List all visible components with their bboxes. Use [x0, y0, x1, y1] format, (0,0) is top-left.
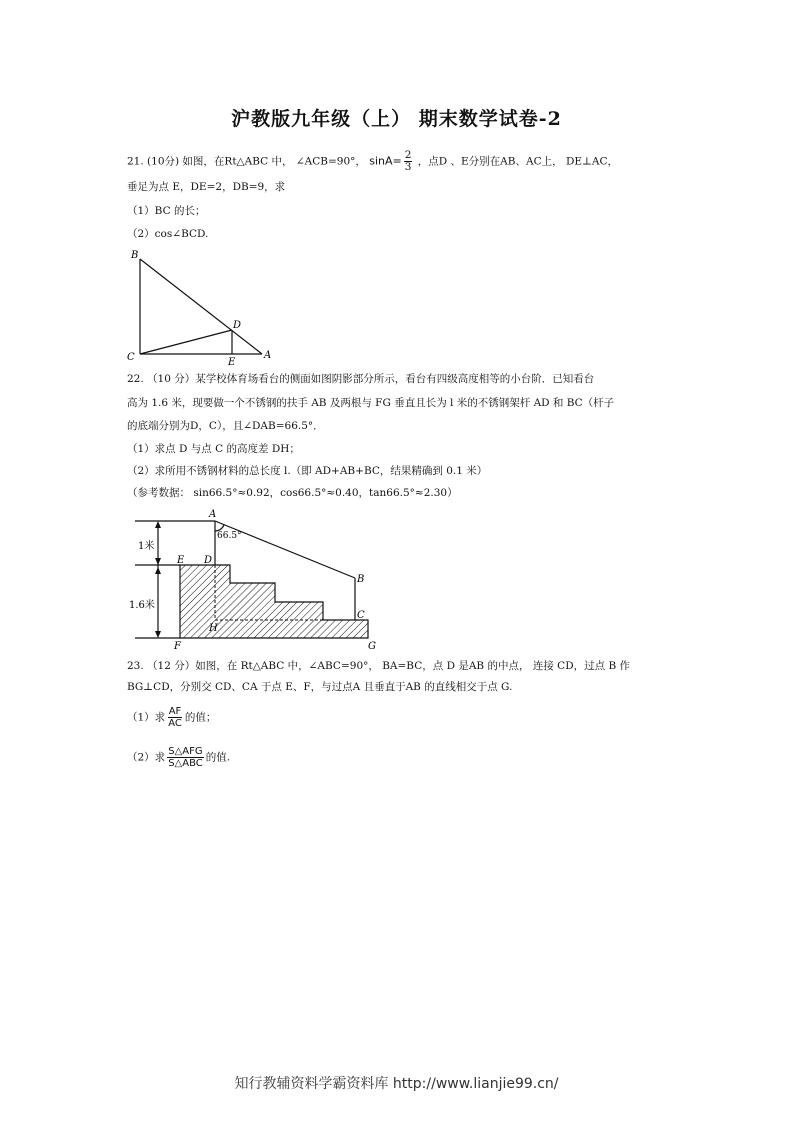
q22-height-16m: 1.6米	[129, 600, 155, 611]
q23-fraction-area-ratio	[167, 746, 204, 769]
q21-sin-num: 2	[404, 149, 412, 161]
q21-sin-fraction	[404, 150, 413, 173]
q23-part1-suffix: 的值；	[184, 711, 217, 724]
q22-line1: 22. （10 分）某学校体育场看台的侧面如图阴影部分所示，看台有四级高度相等的小台阶．已知看台	[127, 373, 595, 385]
q22-arrow-mid-down	[155, 567, 161, 574]
page-title: 沪教版九年级（上） 期末数学试卷-2	[231, 108, 562, 130]
q21-sin-den: 3	[404, 161, 412, 173]
q21-line2: 垂足为点 E，DE=2，DB=9，求	[127, 181, 286, 193]
q23-frac1-num: AF	[168, 706, 182, 717]
q22-label-f: F	[174, 641, 181, 652]
q22-label-a: A	[209, 509, 217, 520]
q21-line1	[127, 150, 618, 173]
q23-frac2-den: S△ABC	[168, 758, 203, 769]
q22-part2: （2）求所用不锈钢材料的总长度 l.（即 AD+AB+BC，结果精确到 0.1 米）	[127, 465, 488, 477]
q22-arrow-bottom	[155, 631, 161, 638]
q22-part1: （1）求点 D 与点 C 的高度差 DH；	[127, 443, 300, 455]
q23-part2	[127, 746, 230, 769]
q21-line1-start: 21. (10分) 如图，在Rt△ABC 中， ∠ACB=90°，	[127, 155, 366, 168]
q21-line1-end: ，点D 、E分别在AB、AC上， DE⊥AC，	[417, 155, 619, 168]
q22-label-g: G	[368, 641, 376, 652]
q22-handrail-ab	[215, 521, 355, 578]
q22-arrow-mid-up	[155, 558, 161, 565]
q21-label-b: B	[131, 250, 139, 261]
q22-label-b: B	[357, 574, 365, 585]
q21-label-c: C	[127, 352, 135, 363]
q23-part2-prefix: （2）求	[127, 751, 166, 764]
q21-sin-label: sinA=	[369, 154, 402, 168]
footer-watermark: 知行教辅资料学霸资料库 http://www.lianjie99.cn/	[234, 1076, 559, 1092]
q21-part1: （1）BC 的长；	[127, 205, 206, 217]
q22-label-c: C	[357, 610, 365, 621]
q23-fraction-af-ac	[167, 706, 183, 729]
q22-line2: 高为 1.6 米，现要做一个不锈钢的扶手 AB 及两根与 FG 垂直且长为 l 米的不锈钢架杆 AD 和 BC（杆子	[127, 397, 615, 409]
q22-label-h: H	[209, 623, 218, 634]
q23-part1	[127, 706, 216, 729]
q23-line1: 23. （12 分）如图，在 Rt△ABC 中，∠ABC=90°， BA=BC，点 D 是AB 的中点， 连接 CD，过点 B 作	[127, 660, 630, 672]
q23-part1-prefix: （1）求	[127, 711, 166, 724]
q23-line2: BG⊥CD，分别交 CD、CA 于点 E、F，与过点A 且垂直于AB 的直线相交于点 G.	[127, 681, 513, 693]
q22-line3: 的底端分别为D，C），且∠DAB=66.5°．	[127, 420, 324, 432]
q21-segment-cd	[140, 330, 232, 354]
q22-label-d: D	[204, 555, 213, 566]
q23-frac2-num: S△AFG	[168, 746, 203, 757]
q21-part2: （2）cos∠BCD.	[127, 228, 209, 240]
q22-height-1m: 1米	[138, 541, 155, 552]
q22-arrow-top	[155, 521, 161, 528]
q21-figure	[120, 244, 280, 366]
q23-part2-suffix: 的值.	[205, 751, 231, 764]
q22-angle-label: 66.5°	[217, 531, 242, 541]
q23-frac1-den: AC	[168, 718, 182, 729]
q22-label-e: E	[177, 555, 185, 566]
q21-side-ba	[140, 259, 262, 354]
q21-label-d: D	[233, 320, 242, 331]
q21-label-e: E	[228, 357, 236, 366]
q22-reference-data: （参考数据： sin66.5°≈0.92，cos66.5°≈0.40，tan66.5°≈2.30）	[127, 487, 458, 499]
q21-label-a: A	[264, 350, 272, 361]
q22-figure	[125, 505, 385, 653]
